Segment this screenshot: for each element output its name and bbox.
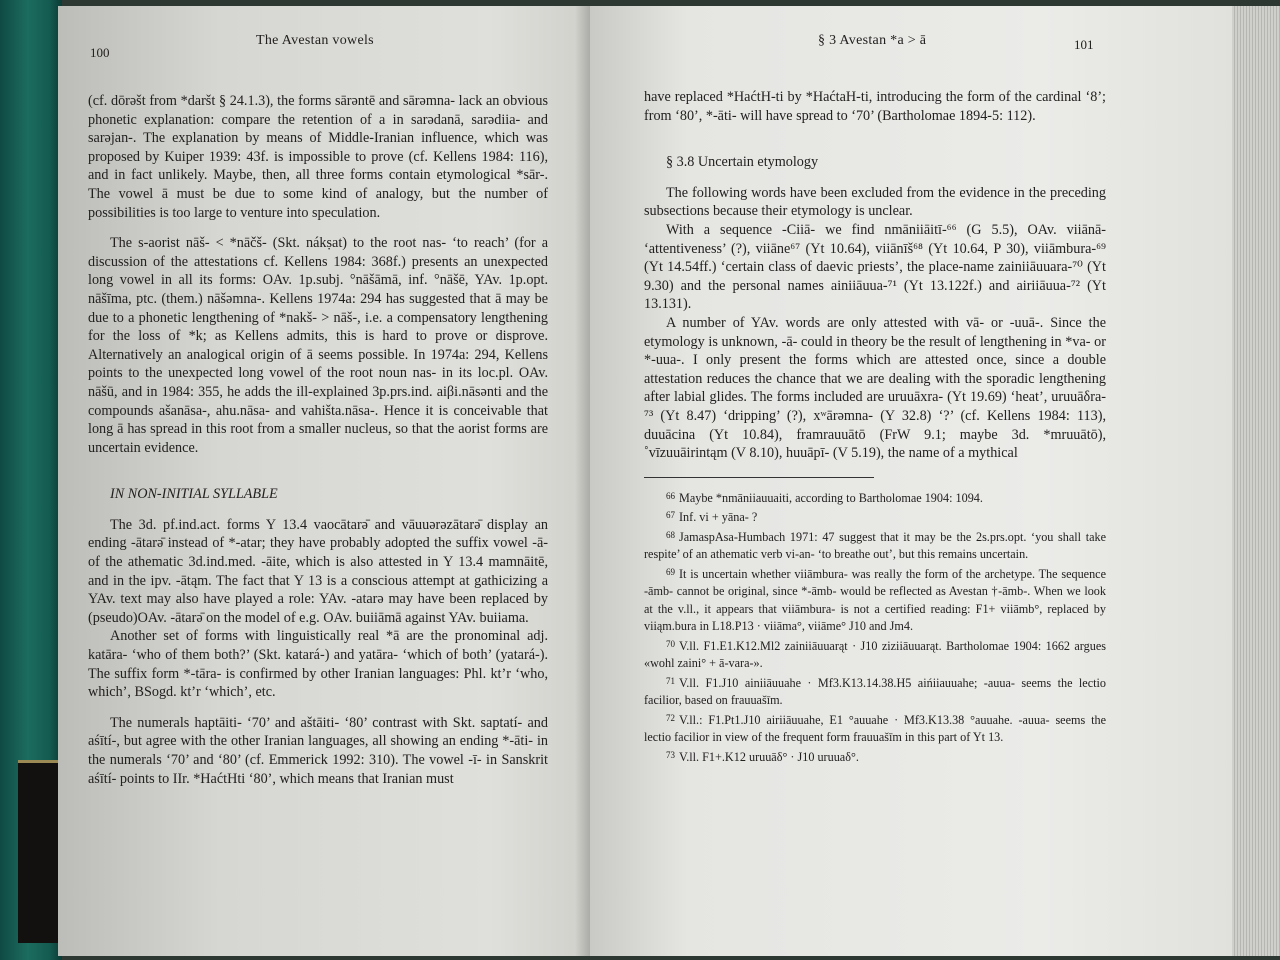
footnote: $^{70}$ V.ll. F1.E1.K12.Ml2 zainiiāuuarąt · J10 ziziiāuuarąt. Bartholomae 1904: 1662 argues «wohl zaini° + ā-vara-». [644,638,1106,671]
paragraph: have replaced *HaćtH-ti by *HaćtaH-ti, introducing the form of the cardinal ‘8’; from ‘80’, *-āti- will have spread to ‘70’ (Bartholomae 1894-5: 112). [644,89,1106,124]
footnote-rule [644,477,874,478]
left-page [58,6,598,956]
footnote: $^{72}$ V.ll.: F1.Pt1.J10 airiiāuuahe, E1 °auuahe · Mf3.K13.38 °auuahe. -auua- seems the lectio facilior in view of the frequent form frauuašīm in this part of Yt 13. [644,712,1106,745]
page-number: 101 [1074,37,1094,52]
right-page [590,6,1238,956]
left-text-column [88,92,548,788]
running-head: § 3 Avestan *a > ā [818,33,927,48]
footnote: $^{67}$ Inf. vi + yāna- ? [666,510,758,525]
paragraph: (cf. dōrəšt from *daršt § 24.1.3), the forms sārəntē and sārəmna- lack an obvious phonetic explanation: compare the retention of a in sarədanā, sarədiia- and sarəjan-. The explanation by means of Middle-Iranian influence, which was proposed by Kuiper 1939: 43f. is impossible to prove (cf. Kellens 1984: 116), and in fact unlikely. Maybe, then, all three forms contain etymological *sār-. The vowel ā must be due to some kind of analogy, but the number of possibilities is too large to venture into speculation. [88,93,548,221]
book-spine [0,0,62,960]
footnote: $^{71}$ V.ll. F1.J10 ainiiāuuahe · Mf3.K13.14.38.H5 aińiiauuahe; -auua- seems the lectio facilior, based on frauuašīm. [644,675,1106,708]
paragraph: The 3d. pf.ind.act. forms Y 13.4 vaocātarə̄ and vāuuərəzātarə̄ display an ending -ātarə̄ instead of *-atar; they have probably adopted the suffix vowel -ā- of the athematic 3d.ind.med. -āite, which is also attested in Y 13.4 mamnāitē, and in the ipv. -ātąm. The fact that Y 13 is a conscious attempt at gathicizing a YAv. text may also have played a role: YAv. -atarə may have been replaced by (pseudo)OAv. -ātarə̄ on the model of e.g. OAv. buiiāmā against YAv. buiiama. [88,516,548,626]
paragraph: A number of YAv. words are only attested with vā- or -uuā-. Since the etymology is unknown, -ā- could in theory be the result of lengthening in *va- or *-uua-. I only present the forms which are attested once, since a double attestation reduces the chance that we are dealing with the sporadic lengthening after labial glides. The forms included are uruuāxra- (Yt 19.69) ‘heat’, uruuāδra-⁷³ (Yt 8.47) ‘dripping’ (?), xʷārəmna- (Y 32.8) ‘?’ (cf. Kellens 1984: 113), duuācina (Yt 10.84), framrauuātō (FrW 9.1; maybe 3d. *mruuātō), ˚vīzuuāirintąm (V 8.10), huuāpī- (V 5.19), the name of a mythical [644,314,1106,462]
page-number: 100 [90,45,110,60]
section-heading: § 3.8 Uncertain etymology [666,154,819,171]
footnote: $^{73}$ V.ll. F1+.K12 uruuāδ° · J10 uruuaδ°. [666,749,859,764]
paragraph: The numerals haptāiti- ‘70’ and aštāiti- ‘80’ contrast with Skt. saptatí- and aśītí-, but agree with the other Iranian languages, all showing an ending *-āti- in the numerals ‘70’ and ‘80’ (cf. Emmerick 1992: 310). The vowel -ī- in Sanskrit aśītí- points to IIr. *HaćtHti ‘80’, which means that Iranian must [88,714,548,787]
right-text-column [644,88,1106,766]
paragraph: Another set of forms with linguistically real *ā are the pronominal adj. katāra- ‘who of them both?’ (Skt. katará-) and yatāra- ‘which of both’ (yatará-). The suffix form *-tāra- is confirmed by other Iranian languages: Phl. kt’r ‘who, which’, BSogd. kt’r ‘which’, etc. [88,628,548,701]
footnote: $^{69}$ It is uncertain whether viiāmbura- was really the form of the archetype. The sequence -āmb- cannot be original, since *-āmb- would be reflected as Avestan †-āmb-. When we look at the v.ll., it appears that viiāmbura- is not a certified reading: F1+ viiāmb°, replaced by viiąm.bura in L18.P13 · viiāma°, viiāme° J10 and Jm4. [644,566,1106,634]
paragraph: The s-aorist nāš- < *nāčš- (Skt. nákṣat) to the root nas- ‘to reach’ (for a discussion of the attestations cf. Kellens 1984: 368f.) presents an unexpected long vowel in all its forms: OAv. 1p.subj. °nāšāmā, inf. °nāšē, YAv. 1p.opt. nāšīma, ptc. (them.) nāšəmna-. Kellens 1974a: 294 has suggested that ā may be due to a phonetic lengthening of *nakš- > nāš-, i.e. a compensatory lengthening for the loss of *k; as Kellens admits, this is hard to prove or disprove. Alternatively an analogical origin of ā seems possible. In 1974a: 294, Kellens points to the unexpected long vowel of the root noun nas- in its loc.pl. OAv. nāšū, and in 1984: 355, he adds the ill-explained 3p.prs.ind. aiβi.nāsənti and the compounds ašanāsa-, ahu.nāsa- and vahišta.nāsa-. Hence it is conceivable that long ā has spread in this root from a smaller nucleus, so that the aorist forms are uncertain evidence. [88,235,548,456]
paragraph: With a sequence -Ciiā- we find nmāniiāitī-⁶⁶ (G 5.5), OAv. viiānā- ‘attentiveness’ (?), viiāne⁶⁷ (Yt 10.64), viiānīš⁶⁸ (Yt 10.64, P 30), viiāmbura-⁶⁹ (Yt 14.54ff.) ‘certain class of daevic priests’, the place-name zainiiāuuara-⁷⁰ (Yt 9.30) and the personal names ainiiāuua-⁷¹ (Yt 13.122f.) and airiiāuua-⁷² (Yt 13.131). [644,221,1106,313]
spine-label [18,760,58,943]
running-head: The Avestan vowels [256,33,374,48]
footnote: $^{68}$ JamaspAsa-Humbach 1971: 47 suggest that it may be the 2s.prs.opt. ‘you shall take respite’ of an athematic verb vi-an- ‘to breathe out’, but this remains uncertain. [644,529,1106,562]
page-edges [1232,6,1280,956]
footnotes [644,488,1106,767]
footnote: $^{66}$ Maybe *nmāniiauuaiti, according to Bartholomae 1904: 1094. [666,490,983,505]
paragraph: The following words have been excluded from the evidence in the preceding subsections because their etymology is unclear. [644,184,1106,220]
subheading: IN NON-INITIAL SYLLABLE [110,486,278,503]
